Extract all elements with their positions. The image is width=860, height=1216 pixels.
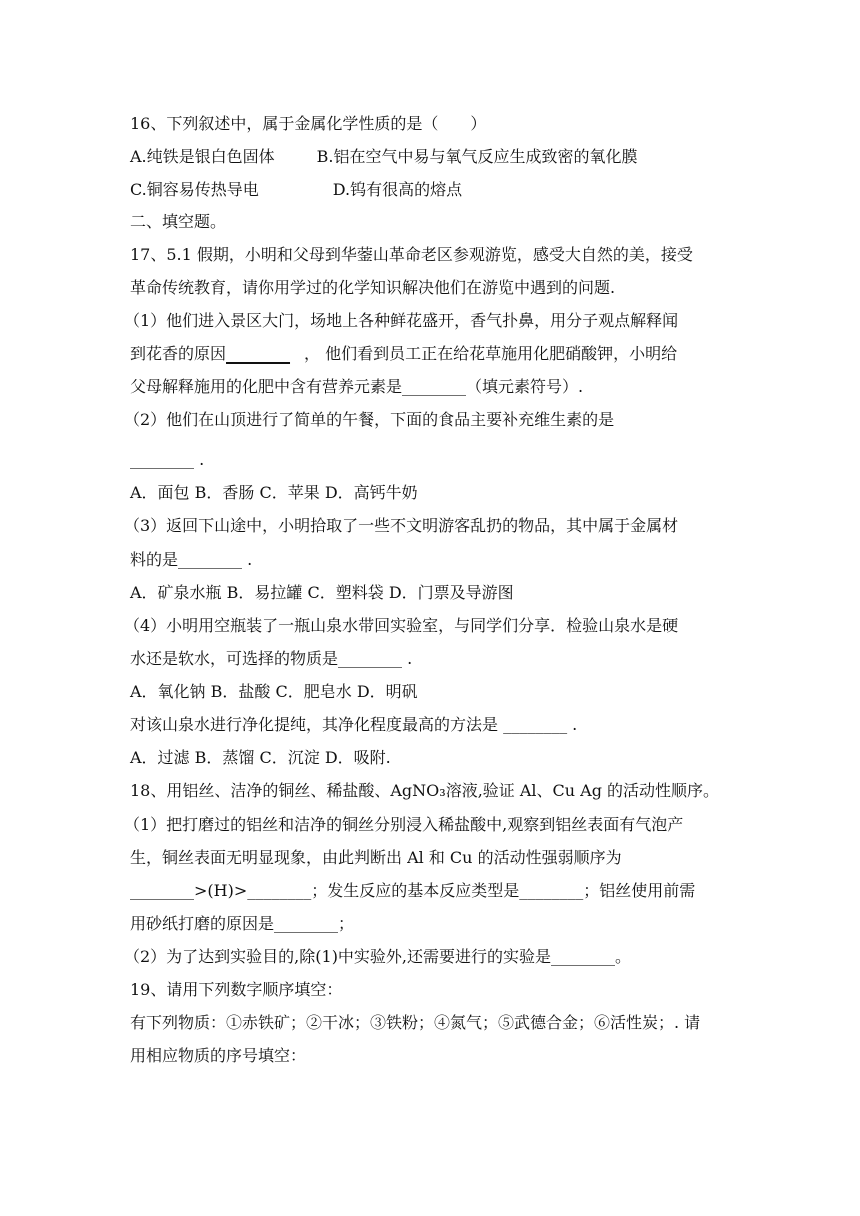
q18-line-5: 用砂纸打磨的原因是________；	[130, 914, 355, 933]
q17-line-2: 革命传统教育，请你用学过的化学知识解决他们在游览中遇到的问题.	[130, 278, 616, 297]
q17-line-16: A．过滤 B．蒸馏 C．沉淀 D．吸附.	[130, 748, 391, 767]
q18-line-1: 18、用铝丝、洁净的铜丝、稀盐酸、AgNO₃溶液,验证 Al、Cu Ag 的活动性顺序。	[130, 781, 720, 800]
q17-line-1: 17、5.1 假期，小明和父母到华蓥山革命老区参观游览，感受大自然的美，接受	[130, 245, 693, 264]
q16-options-ab	[130, 147, 638, 167]
q17-line-12: （4）小明用空瓶装了一瓶山泉水带回实验室，与同学们分享．检验山泉水是硬	[124, 616, 679, 635]
q17-line-4-rest: ， 他们看到员工正在给花草施用化肥硝酸钾，小明给	[304, 344, 678, 363]
q19-line-1: 19、请用下列数字顺序填空：	[130, 980, 343, 999]
q17-line-15: 对该山泉水进行净化提纯，其净化程度最高的方法是 ________ .	[130, 715, 578, 734]
q17-line-14: A．氧化钠 B．盐酸 C．肥皂水 D．明矾	[130, 682, 418, 701]
q18-line-2: （1）把打磨过的铝丝和洁净的铜丝分别浸入稀盐酸中,观察到铝丝表面有气泡产	[124, 815, 684, 834]
q19-line-2: 有下列物质：①赤铁矿；②干冰；③铁粉；④氮气；⑤武德合金；⑥活性炭；. 请	[130, 1013, 701, 1032]
q16-stem: 16、下列叙述中，属于金属化学性质的是（ ）	[130, 114, 487, 133]
q18-line-3: 生，铜丝表面无明显现象，由此判断出 Al 和 Cu 的活动性强弱顺序为	[130, 848, 622, 867]
q19-line-3: 用相应物质的序号填空：	[130, 1046, 307, 1065]
q17-line-7: ________ .	[130, 450, 205, 469]
q17-line-9: （3）返回下山途中，小明拾取了一些不文明游客乱扔的物品，其中属于金属材	[124, 516, 679, 535]
q17-line-5: 父母解释施用的化肥中含有营养元素是________（填元素符号）.	[130, 377, 584, 396]
q16-option-c: C.铜容易传热导电	[130, 180, 259, 199]
q17-blank-underlined: ________	[226, 344, 291, 363]
q18-line-6: （2）为了达到实验目的,除(1)中实验外,还需要进行的实验是________。	[124, 947, 632, 966]
q17-line-8: A．面包 B．香肠 C．苹果 D．高钙牛奶	[130, 483, 418, 502]
q17-line-3: （1）他们进入景区大门，场地上各种鲜花盛开，香气扑鼻，用分子观点解释闻	[124, 311, 679, 330]
q17-line-6: （2）他们在山顶进行了简单的午餐，下面的食品主要补充维生素的是	[124, 410, 615, 429]
q17-line-11: A．矿泉水瓶 B．易拉罐 C．塑料袋 D．门票及导游图	[130, 583, 514, 602]
q17-line-10: 料的是________ .	[130, 550, 253, 569]
q16-options-cd	[130, 180, 462, 200]
q16-option-d: D.钨有很高的熔点	[332, 180, 463, 199]
q18-line-4: ________>(H)>________；发生反应的基本反应类型是________；铝丝使用前需	[130, 881, 696, 900]
q17-line-4-text: 到花香的原因	[130, 344, 227, 363]
q17-line-4	[130, 344, 677, 364]
section-heading: 二、填空题。	[130, 212, 227, 231]
q16-option-b: B.铝在空气中易与氧气反应生成致密的氧化膜	[316, 147, 638, 166]
q16-option-a: A.纯铁是银白色固体	[130, 147, 275, 166]
q17-line-13: 水还是软水，可选择的物质是________ .	[130, 649, 413, 668]
